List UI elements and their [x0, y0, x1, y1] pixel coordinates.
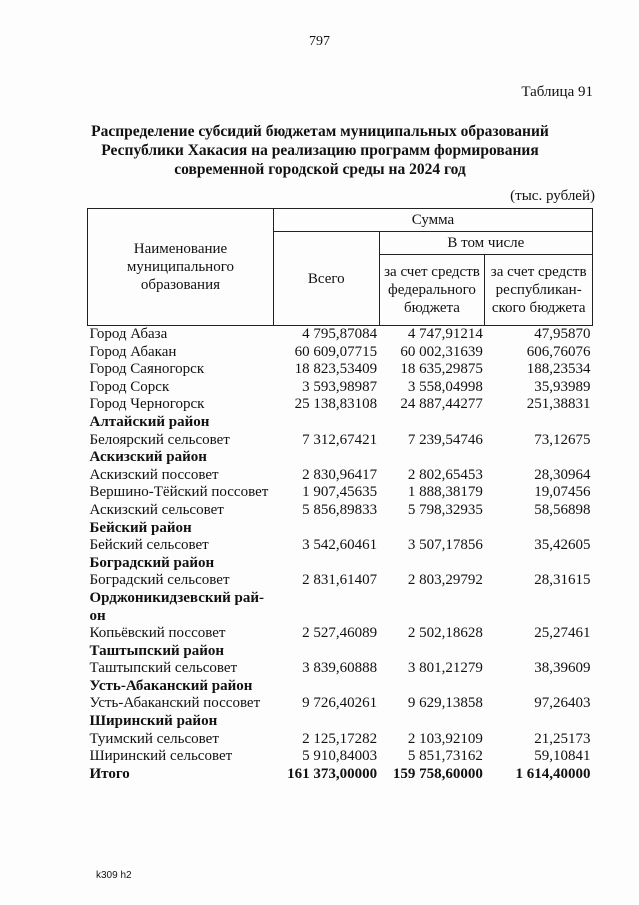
row-name: Вершино-Тёйский поссовет [89, 484, 269, 501]
row-name: Бейский сельсовет [89, 537, 209, 554]
table-row [88, 326, 593, 344]
cell-federal: 2 803,29792 [407, 572, 483, 589]
table-row [88, 379, 593, 397]
cell-total: 3 839,60888 [302, 660, 378, 677]
units-label: (тыс. рублей) [510, 188, 595, 204]
cell-republican: 97,26403 [534, 695, 591, 712]
cell-total: 2 125,17282 [302, 730, 378, 747]
header-name: Наименование муниципального образования [88, 209, 274, 326]
cell-federal: 18 635,29875 [400, 361, 483, 378]
row-name: Боградский район [89, 554, 215, 571]
cell-republican: 251,38831 [526, 396, 591, 413]
header-sum: Сумма [273, 209, 592, 232]
table-row [88, 502, 593, 520]
header-including: В том числе [379, 232, 592, 255]
row-name: Город Сорск [89, 378, 170, 395]
row-name: Боградский сельсовет [89, 572, 230, 589]
cell-federal: 3 558,04998 [407, 378, 483, 395]
cell-republican: 59,10841 [534, 748, 591, 765]
group-filler [273, 449, 592, 467]
row-name: Аскизский поссовет [89, 466, 219, 483]
cell-total: 18 823,53409 [294, 361, 378, 378]
cell-republican: 35,42605 [534, 537, 591, 554]
table-row [88, 660, 593, 678]
title-line: Распределение субсидий бюджетам муниципальных образований [91, 123, 549, 140]
cell-republican: 21,25173 [534, 730, 591, 747]
row-name: Ширинский район [89, 713, 218, 730]
table-row [88, 484, 593, 502]
cell-federal: 60 002,31639 [400, 343, 483, 360]
cell-republican: 38,39609 [534, 660, 591, 677]
group-row [88, 449, 593, 467]
footer-code: k309 h2 [96, 870, 132, 881]
cell-total: 2 527,46089 [302, 625, 378, 642]
cell-federal: 2 802,65453 [407, 466, 483, 483]
group-filler [273, 555, 592, 573]
document-title [80, 122, 560, 179]
group-filler [273, 414, 592, 432]
cell-federal: 5 851,73162 [407, 748, 483, 765]
row-name: Таштыпский район [89, 642, 224, 659]
cell-republican: 58,56898 [534, 501, 591, 518]
row-name: Аскизский район [89, 449, 207, 466]
cell-republican: 47,95870 [534, 326, 591, 342]
title-line: современной городской среды на 2024 год [174, 161, 466, 178]
group-filler [273, 520, 592, 538]
group-row [88, 590, 593, 625]
cell-federal: 3 507,17856 [407, 537, 483, 554]
table-row [88, 748, 593, 766]
table-row [88, 432, 593, 450]
cell-total: 7 312,67421 [302, 431, 378, 448]
row-name: Белоярский сельсовет [89, 431, 230, 448]
cell-federal: 159 758,60000 [392, 765, 483, 782]
cell-republican: 35,93989 [534, 378, 591, 395]
table-row [88, 695, 593, 713]
table-row [88, 731, 593, 749]
cell-total: 1 907,45635 [302, 484, 378, 501]
cell-republican: 1 614,40000 [515, 765, 591, 782]
table-row [88, 396, 593, 414]
cell-total: 2 830,96417 [302, 466, 378, 483]
header-total: Всего [273, 232, 379, 326]
group-row [88, 520, 593, 538]
row-name: Усть-Абаканский район [89, 677, 253, 694]
row-name: Город Абаза [89, 326, 168, 342]
cell-republican: 28,31615 [534, 572, 591, 589]
cell-total: 3 593,98987 [302, 378, 378, 395]
cell-federal: 5 798,32935 [407, 501, 483, 518]
cell-federal: 2 103,92109 [407, 730, 483, 747]
group-filler [273, 643, 592, 661]
group-row [88, 414, 593, 432]
cell-total: 60 609,07715 [294, 343, 378, 360]
table-header [88, 209, 593, 326]
cell-federal: 3 801,21279 [407, 660, 483, 677]
cell-republican: 25,27461 [534, 625, 591, 642]
row-name: Ширинский сельсовет [89, 748, 233, 765]
group-filler [273, 678, 592, 696]
row-name: Таштыпский сельсовет [89, 660, 238, 677]
cell-federal: 9 629,13858 [407, 695, 483, 712]
cell-total: 5 856,89833 [302, 501, 378, 518]
cell-total: 161 373,00000 [287, 765, 378, 782]
table-label: Таблица 91 [521, 84, 593, 100]
cell-republican: 19,07456 [534, 484, 591, 501]
table-row [88, 537, 593, 555]
cell-federal: 2 502,18628 [407, 625, 483, 642]
cell-federal: 24 887,44277 [400, 396, 483, 413]
table-row [88, 344, 593, 362]
row-name: Бейский район [89, 519, 192, 536]
row-name: Алтайский район [89, 413, 210, 430]
row-name: Туимский сельсовет [89, 730, 219, 747]
header-republican: за счет средств республикан-ского бюджета [485, 255, 593, 326]
row-name: Город Саяногорск [89, 361, 205, 378]
row-name: Город Черногорск [89, 396, 205, 413]
subsidy-table [87, 208, 593, 783]
title-line: Республики Хакасия на реализацию программ формирования [101, 142, 539, 159]
cell-republican: 188,23534 [526, 361, 591, 378]
cell-federal: 1 888,38179 [407, 484, 483, 501]
table-row [88, 625, 593, 643]
row-name: Итого [89, 765, 130, 782]
row-name: Аскизский сельсовет [89, 501, 224, 518]
table-row [88, 467, 593, 485]
cell-total: 5 910,84003 [302, 748, 378, 765]
group-row [88, 713, 593, 731]
total-row [88, 766, 593, 784]
page-number: 797 [309, 34, 330, 49]
group-filler [273, 590, 592, 625]
group-row [88, 643, 593, 661]
cell-total: 2 831,61407 [302, 572, 378, 589]
cell-republican: 606,76076 [526, 343, 591, 360]
cell-total: 4 795,87084 [302, 326, 378, 342]
cell-total: 3 542,60461 [302, 537, 378, 554]
row-name: Усть-Абаканский поссовет [89, 695, 261, 712]
group-row [88, 678, 593, 696]
row-name: Город Абакан [89, 343, 177, 360]
table-row [88, 361, 593, 379]
table-body [88, 326, 593, 784]
cell-republican: 28,30964 [534, 466, 591, 483]
cell-federal: 4 747,91214 [407, 326, 483, 342]
group-row [88, 555, 593, 573]
table-row [88, 572, 593, 590]
cell-total: 25 138,83108 [294, 396, 378, 413]
cell-total: 9 726,40261 [302, 695, 378, 712]
group-filler [273, 713, 592, 731]
row-name: Орджоникидзевский рай-он [89, 589, 265, 624]
cell-federal: 7 239,54746 [407, 431, 483, 448]
header-federal: за счет средств федерального бюджета [379, 255, 485, 326]
cell-republican: 73,12675 [534, 431, 591, 448]
row-name: Копьёвский поссовет [89, 625, 226, 642]
